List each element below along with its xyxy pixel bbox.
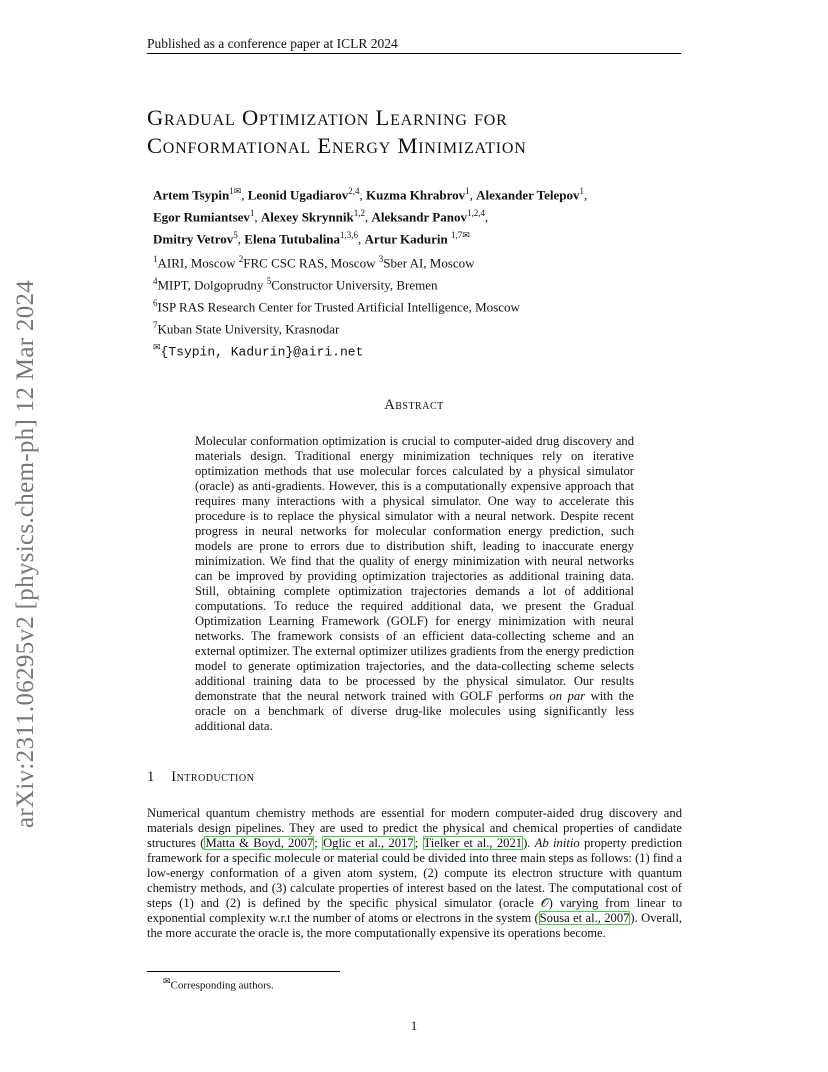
contact-email[interactable]: {Tsypin, Kadurin}@airi.net bbox=[160, 344, 364, 360]
title-line-1: Gradual Optimization Learning for bbox=[147, 105, 508, 130]
envelope-icon: ✉ bbox=[163, 976, 171, 986]
oracle-symbol: 𝒪 bbox=[540, 896, 549, 910]
affil-marker: 5 bbox=[266, 276, 272, 286]
affiliation: FRC CSC RAS, Moscow bbox=[243, 255, 379, 271]
citation-link[interactable]: Oglic et al., 2017 bbox=[323, 836, 414, 850]
citation-link[interactable]: Matta & Boyd, 2007 bbox=[205, 836, 314, 850]
affiliation: ISP RAS Research Center for Trusted Artificial Intelligence, Moscow bbox=[157, 299, 520, 315]
body-italic: Ab initio bbox=[534, 836, 580, 850]
abstract-body bbox=[195, 434, 634, 734]
abstract-heading: Abstract bbox=[384, 397, 444, 413]
abstract-text: Molecular conformation optimization is crucial to computer-aided drug discovery and materials design. Traditional energy minimization techniques rely on iterative optimization methods that use molecular forces calculated by a physical simulator (oracle) as anti-gradients. However, this is a computationally expensive approach that requires many interactions with a physical simulator. One way to accelerate this procedure is to replace the physical simulator with a neural network. Despite recent progress in neural networks for molecular conformation energy prediction, such models are prone to errors due to distribution shift, leading to inaccurate energy minimization. We find that the quality of energy minimization with neural networks can be improved by providing optimization trajectories as additional training data. Still, obtaining complete optimization trajectories demands a lot of additional computations. To reduce the required additional data, we present the Gradual Optimization Learning Framework (GOLF) for energy minimization with neural networks. The framework consists of an efficient data-collecting scheme and an external optimizer. The external optimizer utilizes gradients from the energy prediction model to generate optimization trajectories, and the data-collecting scheme selects additional training data to be processed by the physical simulator. Our results demonstrate that the neural network trained with GOLF performs bbox=[195, 434, 634, 703]
section-heading-introduction bbox=[147, 769, 254, 786]
author-name: Leonid Ugadiarov bbox=[247, 187, 349, 203]
author-affil: 1 bbox=[579, 186, 585, 196]
affiliation-list bbox=[153, 248, 520, 358]
affiliation: Constructor University, Bremen bbox=[271, 277, 438, 293]
citation-link[interactable]: Sousa et al., 2007 bbox=[539, 911, 630, 925]
author-name: Artem Tsypin bbox=[153, 187, 230, 203]
body-text: Numerical quantum chemistry methods are essential for modern computer-aided drug discovery and materials design pipelines. They are used to predict the physical and chemical properties of candidate structures ( bbox=[147, 806, 682, 850]
affil-marker: 1 bbox=[153, 254, 158, 264]
author-affil: 5 bbox=[233, 230, 238, 240]
author-name: Elena Tutubalina bbox=[244, 231, 341, 247]
envelope-icon: ✉ bbox=[153, 342, 161, 352]
footnote-rule bbox=[147, 971, 340, 972]
author-name: Aleksandr Panov bbox=[371, 209, 467, 225]
affiliation: MIPT, Dolgoprudny bbox=[157, 277, 267, 293]
section-number: 1 bbox=[147, 769, 155, 785]
section-title: Introduction bbox=[171, 769, 255, 785]
footnote-text: Corresponding authors. bbox=[170, 979, 274, 992]
author-affil: 1 bbox=[465, 186, 470, 196]
introduction-paragraph bbox=[147, 806, 682, 941]
header-rule bbox=[147, 53, 681, 54]
body-text: ). Overall, the more accurate the oracle is, the more computationally expensive its operations become. bbox=[147, 911, 683, 940]
affil-marker: 7 bbox=[153, 320, 158, 330]
affil-marker: 3 bbox=[378, 254, 384, 264]
author-affil: 1✉ bbox=[229, 186, 242, 196]
title-line-2: Conformational Energy Minimization bbox=[147, 133, 527, 158]
author-name: Kuzma Khrabrov bbox=[366, 187, 466, 203]
affil-marker: 4 bbox=[153, 276, 158, 286]
arxiv-identifier[interactable]: arXiv:2311.06295v2 [physics.chem-ph] 12 Mar 2024 bbox=[12, 279, 39, 828]
author-name: Artur Kadurin bbox=[364, 231, 448, 247]
body-text: property prediction framework for a specific molecule or material could be divided into three main steps as follows: (1) find a low-energy conformation of a given atom system, (2) compute its electron structure with quantum chemistry methods, and (3) calculate properties of interest based on the latest. The computational cost of steps (1) and (2) is defined by the specific physical simulator (oracle bbox=[147, 836, 683, 910]
author-name: Alexander Telepov bbox=[476, 187, 580, 203]
body-text: ). bbox=[523, 836, 535, 850]
abstract-text: with the oracle on a benchmark of diverse drug-like molecules using significantly less additional data. bbox=[195, 689, 634, 733]
author-name: Dmitry Vetrov bbox=[153, 231, 234, 247]
footnote bbox=[163, 976, 274, 992]
affiliation: Kuban State University, Krasnodar bbox=[157, 321, 340, 337]
author-affil: 1,2,4 bbox=[466, 208, 485, 218]
author-name: Alexey Skrynnik bbox=[260, 209, 354, 225]
author-name: Egor Rumiantsev bbox=[153, 209, 250, 225]
citation-link[interactable]: Tielker et al., 2021 bbox=[423, 836, 523, 850]
affiliation: Sber AI, Moscow bbox=[383, 255, 475, 271]
body-text: ; bbox=[414, 836, 423, 850]
author-affil: 1 bbox=[249, 208, 255, 218]
author-list: Artem Tsypin$^{1✉}$, Leonid Ugadiarov$^{2,4}$, Kuzma Khrabrov$^1$, Alexander Telepov$^1$, Egor Rumiantsev$^1$, Alexey Skrynnik$^{1,2}$, Aleksandr Panov$^{1,2,4}$, Dmitry Vetrov$^5$, Elena Tutubalina$^{1,3,6}$, Artur Kadurin $^{1,7✉}$ bbox=[153, 186, 588, 247]
author-affil: 1,7✉ bbox=[450, 230, 470, 240]
abstract-italic: on par bbox=[549, 689, 586, 703]
author-affil: 1,2 bbox=[353, 208, 365, 218]
affil-marker: 2 bbox=[238, 254, 244, 264]
author-affil: 1,3,6 bbox=[340, 230, 359, 240]
paper-title bbox=[147, 104, 527, 160]
affil-marker: 6 bbox=[153, 298, 158, 308]
page-number: 1 bbox=[410, 1018, 418, 1033]
author-affil: 2,4 bbox=[348, 186, 360, 196]
body-text: ; bbox=[314, 836, 323, 850]
running-header: Published as a conference paper at ICLR 2024 bbox=[147, 36, 398, 51]
body-text: ) varying from linear to exponential complexity w.r.t the number of atoms or electrons in the system ( bbox=[147, 896, 682, 925]
affiliation: AIRI, Moscow bbox=[157, 255, 239, 271]
